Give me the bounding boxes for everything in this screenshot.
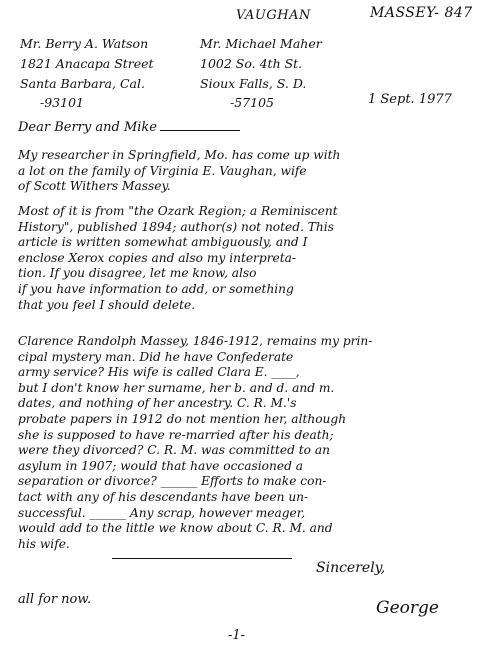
paragraph-line: successful. ______ Any scrap, however meager, <box>18 505 306 520</box>
paragraph-3 <box>18 334 470 552</box>
paragraph-line: article is written somewhat ambiguously, and I <box>18 235 308 250</box>
file-reference: MASSEY- 847 <box>370 5 473 21</box>
paragraph-line: separation or divorce? ______ Efforts to make con- <box>18 474 327 489</box>
paragraph-line: were they divorced? C. R. M. was committed to an <box>18 443 330 458</box>
recipient-left-zip: -93101 <box>40 95 84 110</box>
postscript: all for now. <box>18 592 92 607</box>
recipient-right-address <box>200 36 322 110</box>
paragraph-line: would add to the little we know about C. R. M. and <box>18 521 333 536</box>
closing-underline <box>112 558 292 559</box>
paragraph-line: but I don't know her surname, her b. and d. and m. <box>18 380 335 395</box>
paragraph-line: if you have information to add, or something <box>18 281 294 296</box>
recipient-right-street: 1002 So. 4th St. <box>200 56 303 71</box>
recipient-left-street: 1821 Anacapa Street <box>20 56 154 71</box>
paragraph-line: that you feel I should delete. <box>18 297 196 312</box>
paragraph-line: army service? His wife is called Clara E. ____, <box>18 365 300 380</box>
signature: George <box>376 598 439 618</box>
paragraph-line: his wife. <box>18 536 70 551</box>
recipient-left-city: Santa Barbara, Cal. <box>20 76 145 91</box>
page-number: -1- <box>228 628 246 643</box>
paragraph-line: of Scott Withers Massey. <box>18 179 171 194</box>
paragraph-line: enclose Xerox copies and also my interpreta- <box>18 250 297 265</box>
paragraph-line: asylum in 1907; would that have occasioned a <box>18 458 304 473</box>
paragraph-line: Most of it is from "the Ozark Region; a Reminiscent <box>18 204 338 218</box>
paragraph-line: tact with any of his descendants have been un- <box>18 489 309 504</box>
paragraph-line: Clarence Randolph Massey, 1846-1912, remains my prin- <box>18 334 373 348</box>
paragraph-line: History", published 1894; author(s) not noted. This <box>18 219 334 234</box>
recipient-right-name: Mr. Michael Maher <box>200 36 322 51</box>
letter-date: 1 Sept. 1977 <box>368 92 452 107</box>
recipient-right-city: Sioux Falls, S. D. <box>200 76 307 91</box>
paragraph-line: tion. If you disagree, let me know, also <box>18 266 257 281</box>
paragraph-1 <box>18 148 470 195</box>
paragraph-line: probate papers in 1912 do not mention her, although <box>18 411 347 426</box>
paragraph-line: a lot on the family of Virginia E. Vaughan, wife <box>18 163 307 178</box>
recipient-left-address <box>20 36 154 110</box>
closing: Sincerely, <box>316 560 386 576</box>
salutation: Dear Berry and Mike <box>18 120 157 135</box>
paragraph-line: she is supposed to have re-married after his death; <box>18 427 334 442</box>
salutation-underline <box>160 130 240 131</box>
paragraph-line: dates, and nothing of her ancestry. C. R. M.'s <box>18 396 297 411</box>
paragraph-line: My researcher in Springfield, Mo. has come up with <box>18 148 341 162</box>
addressee-heading: VAUGHAN <box>236 8 311 23</box>
recipient-left-name: Mr. Berry A. Watson <box>20 36 149 51</box>
paragraph-line: cipal mystery man. Did he have Confederate <box>18 349 294 364</box>
recipient-right-zip: -57105 <box>230 95 274 110</box>
paragraph-2 <box>18 204 470 313</box>
